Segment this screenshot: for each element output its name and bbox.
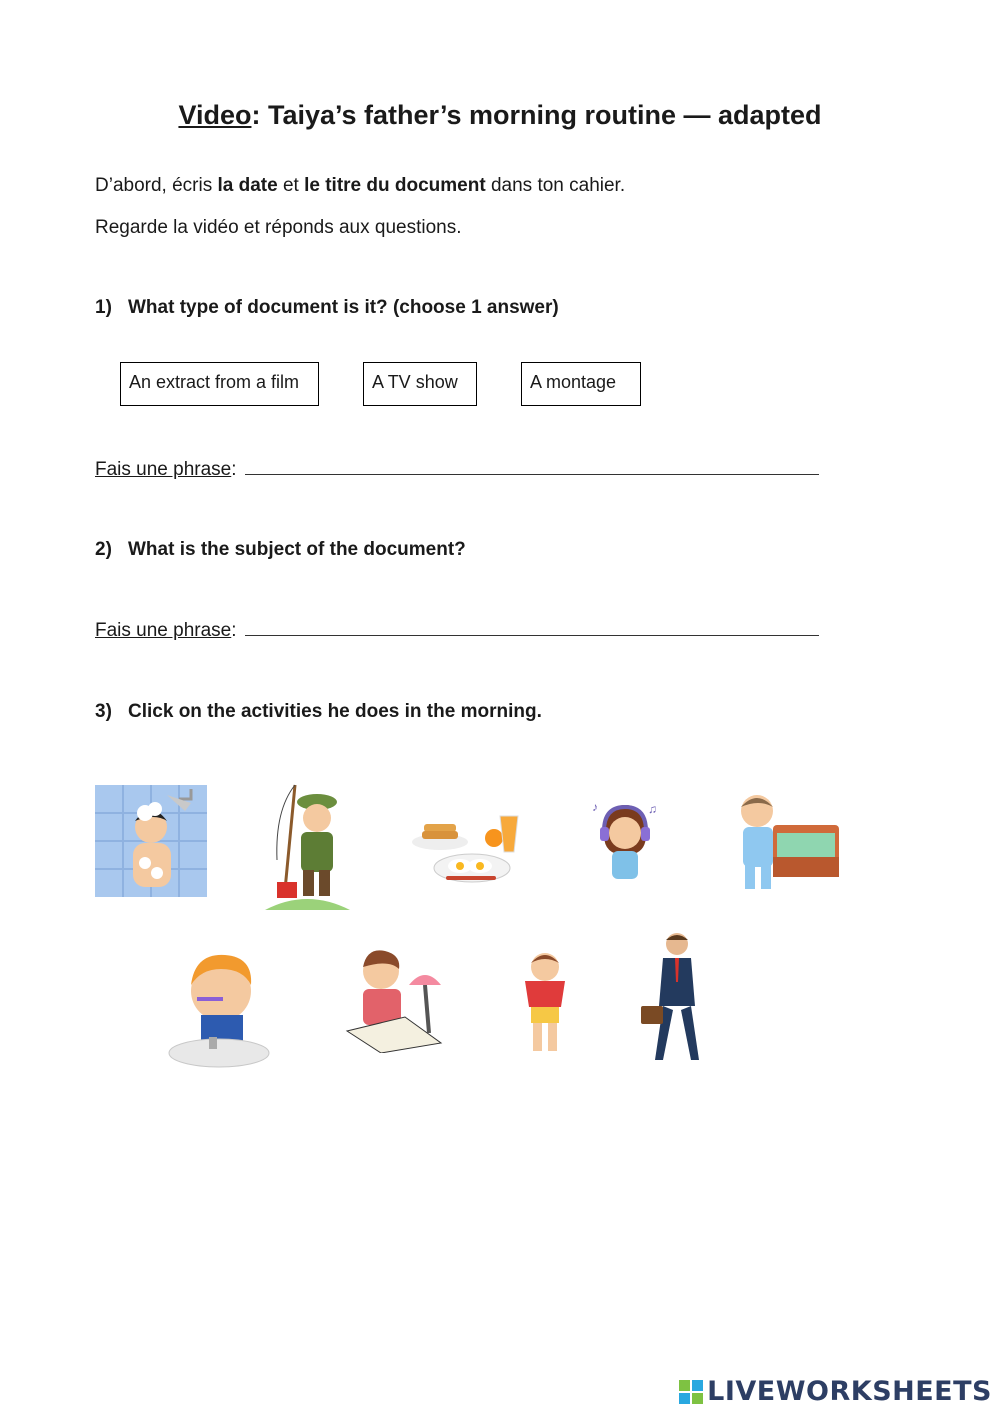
page-title <box>0 100 1000 131</box>
phrase-label: Fais une phrase <box>95 620 232 641</box>
intro-text: D’abord, écris <box>95 175 218 196</box>
question-number: 2) <box>95 539 112 560</box>
go-to-work-icon[interactable] <box>605 930 735 1066</box>
phrase-colon: : <box>231 620 237 641</box>
question-1 <box>95 297 559 319</box>
intro-text: dans ton cahier. <box>485 175 626 196</box>
question-2 <box>95 539 466 561</box>
question-number: 3) <box>95 701 112 722</box>
question-text: What type of document is it? (choose 1 answer) <box>128 297 559 318</box>
intro-text: et <box>277 175 305 196</box>
answer-line-1[interactable] <box>245 460 819 475</box>
fishing-icon[interactable] <box>255 770 360 915</box>
choice-montage[interactable]: A montage <box>521 362 641 406</box>
choice-tv-show[interactable]: A TV show <box>363 362 477 406</box>
homework-icon[interactable] <box>345 945 445 1053</box>
phrase-label: Fais une phrase <box>95 459 232 480</box>
svg-text:♪: ♪ <box>592 800 598 814</box>
answer-line-2[interactable] <box>245 621 819 636</box>
liveworksheets-brand <box>679 1376 992 1407</box>
breakfast-icon[interactable] <box>410 810 522 888</box>
choice-film[interactable]: An extract from a film <box>120 362 319 406</box>
intro-bold-title: le titre du document <box>304 175 486 196</box>
liveworksheets-logo-icon <box>679 1380 703 1404</box>
title-rest: : Taiya’s father’s morning routine — adapted <box>251 100 822 130</box>
phrase-row-1 <box>95 459 819 481</box>
intro-line-2: Regarde la vidéo et réponds aux questions. <box>95 217 462 238</box>
question-number: 1) <box>95 297 112 318</box>
phrase-row-2 <box>95 620 819 642</box>
question-text: What is the subject of the document? <box>128 539 466 560</box>
wake-up-icon[interactable] <box>725 785 843 895</box>
intro-line-1 <box>95 175 625 197</box>
shower-icon[interactable] <box>95 785 207 897</box>
intro-bold-date: la date <box>217 175 278 196</box>
title-prefix: Video <box>178 100 252 130</box>
brand-text: LIVEWORKSHEETS <box>707 1376 992 1407</box>
dressing-icon[interactable] <box>515 945 575 1055</box>
question-text: Click on the activities he does in the morning. <box>128 701 542 722</box>
svg-text:♫: ♫ <box>648 802 657 816</box>
question-3 <box>95 701 542 723</box>
phrase-colon: : <box>231 459 237 480</box>
music-icon[interactable] <box>590 795 660 885</box>
brush-teeth-icon[interactable] <box>165 945 273 1070</box>
